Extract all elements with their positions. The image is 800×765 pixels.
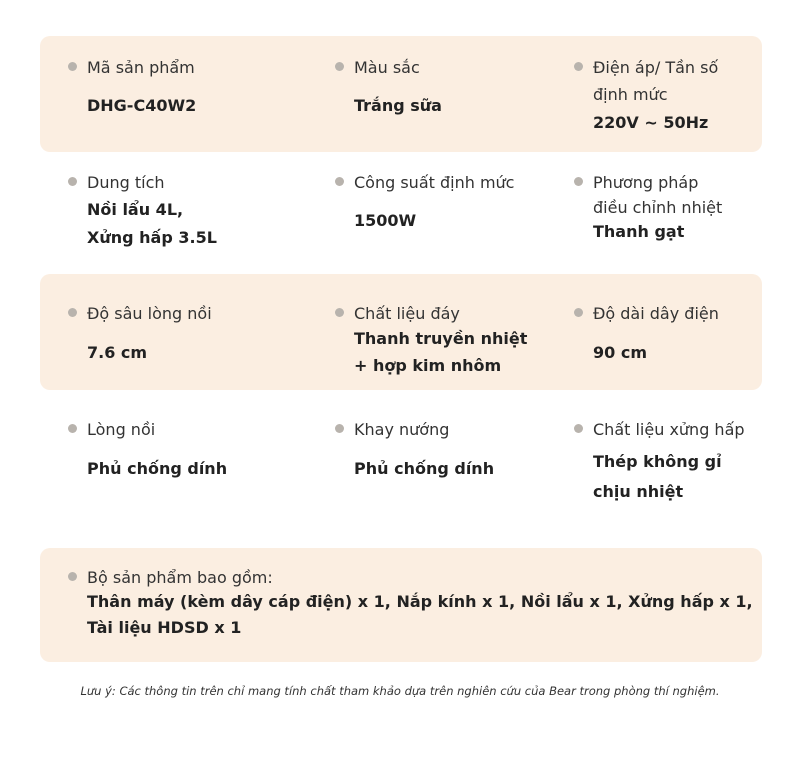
spec-value: Thanh gạt — [593, 222, 685, 241]
spec-label: Chất liệu xửng hấp — [593, 420, 745, 439]
spec-value: 220V ~ 50Hz — [593, 113, 709, 132]
bullet-dot-icon — [335, 308, 344, 317]
spec-value: Thép không gỉ — [593, 452, 722, 471]
bullet-dot-icon — [68, 424, 77, 433]
spec-label: Dung tích — [87, 173, 165, 192]
package-value: Thân máy (kèm dây cáp điện) x 1, Nắp kính x 1, Nồi lẩu x 1, Xửng hấp x 1, — [87, 592, 753, 611]
bullet-dot-icon — [335, 424, 344, 433]
disclaimer-note: Lưu ý: Các thông tin trên chỉ mang tính chất tham khảo dựa trên nghiên cứu của Bear trong phòng thí nghiệm. — [80, 684, 720, 698]
spec-label: Chất liệu đáy — [354, 304, 460, 323]
bullet-dot-icon — [68, 62, 77, 71]
spec-label: Công suất định mức — [354, 173, 515, 192]
spec-label: điều chỉnh nhiệt — [593, 198, 723, 217]
spec-value: 7.6 cm — [87, 343, 148, 362]
package-value: Tài liệu HDSD x 1 — [87, 618, 242, 637]
bullet-dot-icon — [68, 572, 77, 581]
spec-value: Xửng hấp 3.5L — [87, 228, 217, 247]
bullet-dot-icon — [335, 62, 344, 71]
spec-value: Thanh truyền nhiệt — [354, 329, 528, 348]
spec-value: Trắng sữa — [354, 96, 442, 115]
spec-label: định mức — [593, 85, 668, 104]
bullet-dot-icon — [574, 424, 583, 433]
spec-value: Phủ chống dính — [87, 459, 228, 478]
spec-label: Khay nướng — [354, 420, 450, 439]
bullet-dot-icon — [574, 308, 583, 317]
spec-label: Màu sắc — [354, 58, 420, 77]
spec-label: Điện áp/ Tần số — [593, 58, 719, 77]
spec-label: Mã sản phẩm — [87, 58, 195, 77]
bullet-dot-icon — [68, 177, 77, 186]
spec-value: chịu nhiệt — [593, 482, 684, 501]
spec-label: Độ dài dây điện — [593, 304, 719, 323]
bullet-dot-icon — [335, 177, 344, 186]
bullet-dot-icon — [574, 62, 583, 71]
spec-value: 90 cm — [593, 343, 647, 362]
spec-value: Phủ chống dính — [354, 459, 495, 478]
spec-value: + hợp kim nhôm — [354, 356, 502, 375]
spec-value: Nồi lẩu 4L, — [87, 200, 184, 219]
bullet-dot-icon — [68, 308, 77, 317]
spec-label: Lòng nồi — [87, 420, 156, 439]
package-label: Bộ sản phẩm bao gồm: — [87, 568, 273, 587]
bullet-dot-icon — [574, 177, 583, 186]
spec-label: Phương pháp — [593, 173, 699, 192]
spec-label: Độ sâu lòng nồi — [87, 304, 212, 323]
spec-value: 1500W — [354, 211, 417, 230]
spec-value: DHG-C40W2 — [87, 96, 197, 115]
